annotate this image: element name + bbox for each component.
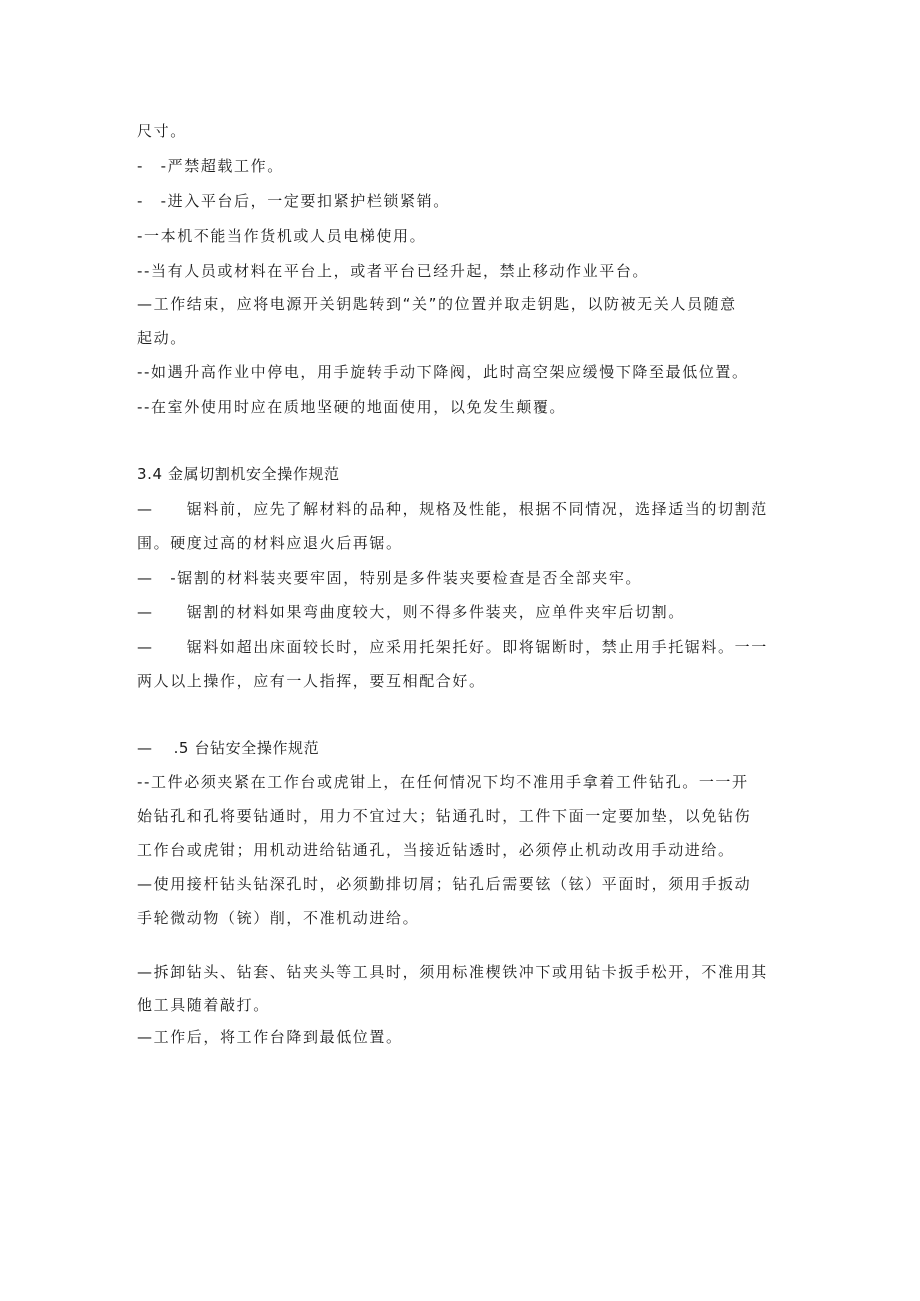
text-line: --工件必须夹紧在工作台或虎钳上，在任何情况下均不准用手拿着工件钻孔。一一开 — [137, 773, 749, 791]
text-line: —工作后，将工作台降到最低位置。 — [137, 1028, 403, 1046]
section-heading: 3.4 金属切割机安全操作规范 — [137, 465, 340, 483]
text-line: —使用接杆钻头钻深孔时，必须勤排切屑；钻孔后需要铉（铉）平面时，须用手扳动 — [137, 875, 752, 893]
text-line: 他工具随着敲打。 — [137, 996, 270, 1014]
text-line: — 锯料如超出床面较长时，应采用托架托好。即将锯断时，禁止用手托锯料。一一 — [137, 638, 768, 656]
text-line: 手轮微动物（铳）削，不准机动进给。 — [137, 909, 420, 927]
text-line: — -锯割的材料装夹要牢固，特别是多件装夹要检查是否全部夹牢。 — [137, 569, 643, 587]
text-line: — 锯割的材料如果弯曲度较大，则不得多件装夹，应单件夹牢后切割。 — [137, 603, 685, 621]
text-line: —拆卸钻头、钻套、钻夹头等工具时，须用标准楔铁冲下或用钻卡扳手松开，不准用其 — [137, 963, 768, 981]
text-line: - -进入平台后，一定要扣紧护栏锁紧销。 — [137, 192, 450, 210]
section-heading: — .5 台钻安全操作规范 — [137, 739, 320, 757]
text-line: 始钻孔和孔将要钻通时，用力不宜过大；钻通孔时，工件下面一定要加垫，以免钻伤 — [137, 807, 752, 825]
text-line: 围。硬度过高的材料应退火后再锯。 — [137, 534, 403, 552]
text-line: --如遇升高作业中停电，用手旋转手动下降阀，此时高空架应缓慢下降至最低位置。 — [137, 363, 749, 381]
text-line: —工作结束，应将电源开关钥匙转到“关”的位置并取走钥匙，以防被无关人员随意 — [137, 295, 737, 313]
text-line: 两人以上操作，应有一人指挥，要互相配合好。 — [137, 672, 486, 690]
text-line: -一本机不能当作货机或人员电梯使用。 — [137, 227, 427, 245]
text-line: - -严禁超载工作。 — [137, 157, 284, 175]
text-line: --当有人员或材料在平台上，或者平台已经升起，禁止移动作业平台。 — [137, 262, 650, 280]
text-line: 起动。 — [137, 329, 187, 347]
text-line: — 锯料前，应先了解材料的品种，规格及性能，根据不同情况，选择适当的切割范 — [137, 500, 768, 518]
text-line: 工作台或虎钳；用机动进给钻通孔，当接近钻透时，必须停止机动改用手动进给。 — [137, 841, 735, 859]
text-line: 尺寸。 — [137, 122, 187, 140]
text-line: --在室外使用时应在质地坚硬的地面使用，以免发生颠覆。 — [137, 398, 567, 416]
